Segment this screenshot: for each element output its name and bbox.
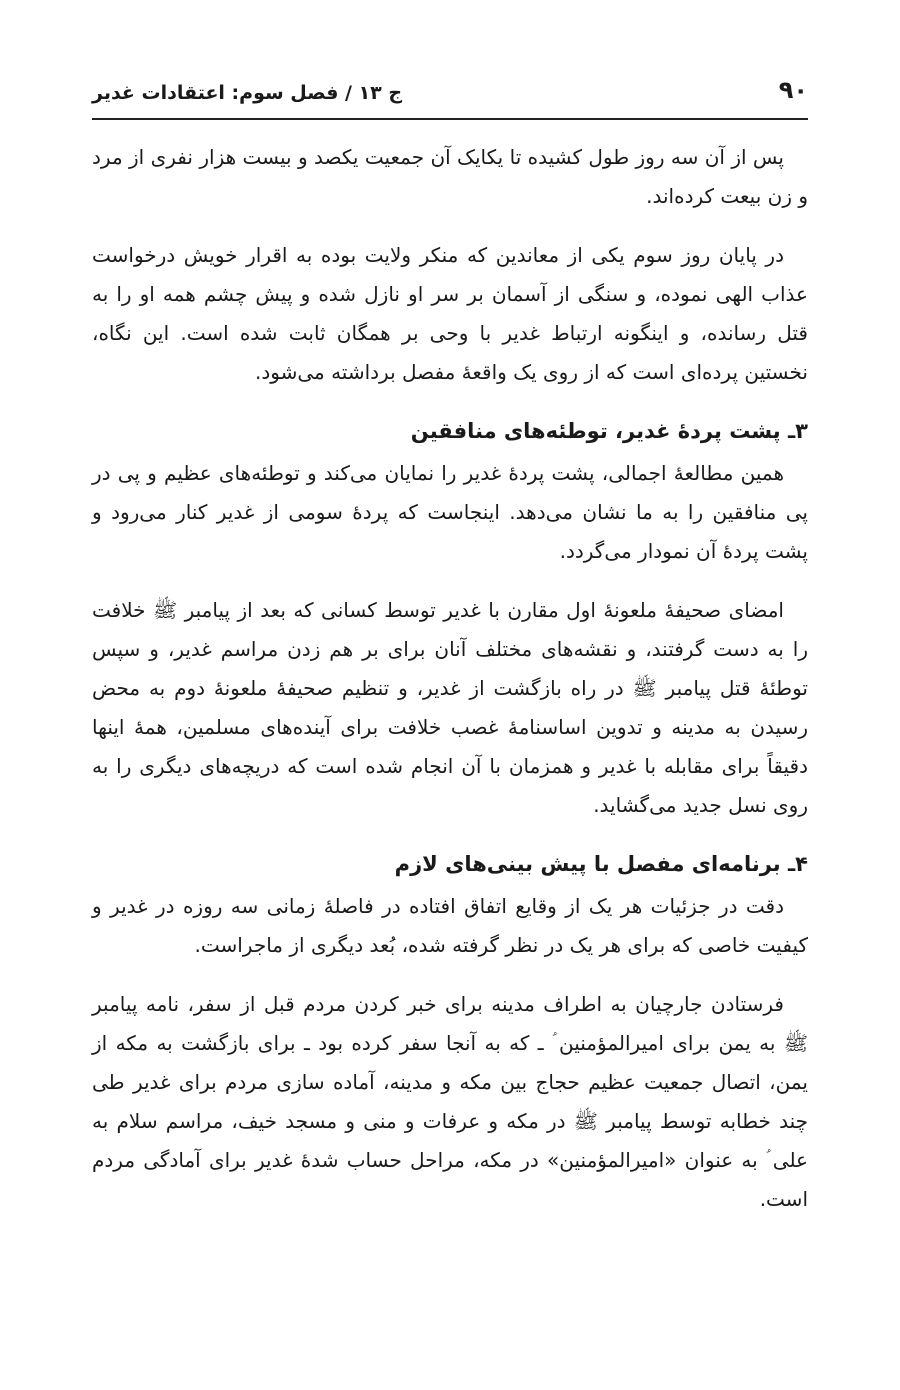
section-heading: ۳ـ پشت پردهٔ غدیر، توطئه‌های منافقین: [410, 419, 808, 443]
page-body: [92, 138, 808, 1239]
book-page: [92, 0, 808, 1390]
paragraph: فرستادن جارچیان به اطراف مدینه برای خبر کردن مردم قبل از سفر، نامه پیامبر ﷺ به یمن برای امیرالمؤمنین ؑ ـ که به آنجا سفر کرده بود ـ برای بازگشت به مکه از یمن، اتصال جمعیت عظیم حجاج بین مکه و مدینه، آماده سازی مردم برای غدیر طی چند خطابه توسط پیامبر ﷺ در مکه و عرفات و منی و مسجد خیف، مراسم سلام به علی ؑ به عنوان «امیرالمؤمنین» در مکه، مراحل حساب شدهٔ غدیر برای آمادگی مردم است.: [92, 992, 808, 1211]
paragraph: همین مطالعهٔ اجمالی، پشت پردهٔ غدیر را نمایان می‌کند و توطئه‌های عظیم و پی در پی منافقین را به ما نشان می‌دهد. اینجاست که پردهٔ سومی از غدیر کنار می‌رود و پشت پردهٔ آن نمودار می‌گردد.: [92, 461, 808, 563]
section-heading: ۴ـ برنامه‌ای مفصل با پیش بینی‌های لازم: [394, 852, 808, 876]
page-number: ۹۰: [778, 76, 808, 104]
paragraph: دقت در جزئیات هر یک از وقایع اتفاق افتاده در فاصلهٔ زمانی سه روزه در غدیر و کیفیت خاصی که برای هر یک در نظر گرفته شده، بُعد دیگری از ماجراست.: [92, 894, 808, 957]
paragraph: در پایان روز سوم یکی از معاندین که منکر ولایت بوده به اقرار خویش درخواست عذاب الهی نموده، و سنگی از آسمان بر سر او نازل شده و پیش چشم همه او را به قتل رسانده، و اینگونه ارتباط غدیر با وحی بر همگان ثابت شده است. این نگاه، نخستین پرده‌ای است که از روی یک واقعهٔ مفصل برداشته می‌شود.: [92, 243, 808, 384]
paragraph: پس از آن سه روز طول کشیده تا یکایک آن جمعیت یکصد و بیست هزار نفری از مرد و زن بیعت کرده‌اند.: [92, 145, 808, 208]
running-header: [92, 74, 808, 120]
chapter-title: ج ۱۳ / فصل سوم: اعتقادات غدیر: [92, 82, 403, 104]
paragraph: امضای صحیفهٔ ملعونهٔ اول مقارن با غدیر توسط کسانی که بعد از پیامبر ﷺ خلافت را به دست گرفتند، و نقشه‌های مختلف آنان برای بر هم زدن مراسم غدیر، و سپس توطئهٔ قتل پیامبر ﷺ در راه بازگشت از غدیر، و تنظیم صحیفهٔ ملعونهٔ دوم به محض رسیدن به مدینه و تدوین اساسنامهٔ غصب خلافت برای آینده‌های مسلمین، همهٔ اینها دقیقاً برای مقابله با غدیر و همزمان با آن انجام شده است که دریچه‌های دیگری را به روی نسل جدید می‌گشاید.: [92, 598, 808, 817]
